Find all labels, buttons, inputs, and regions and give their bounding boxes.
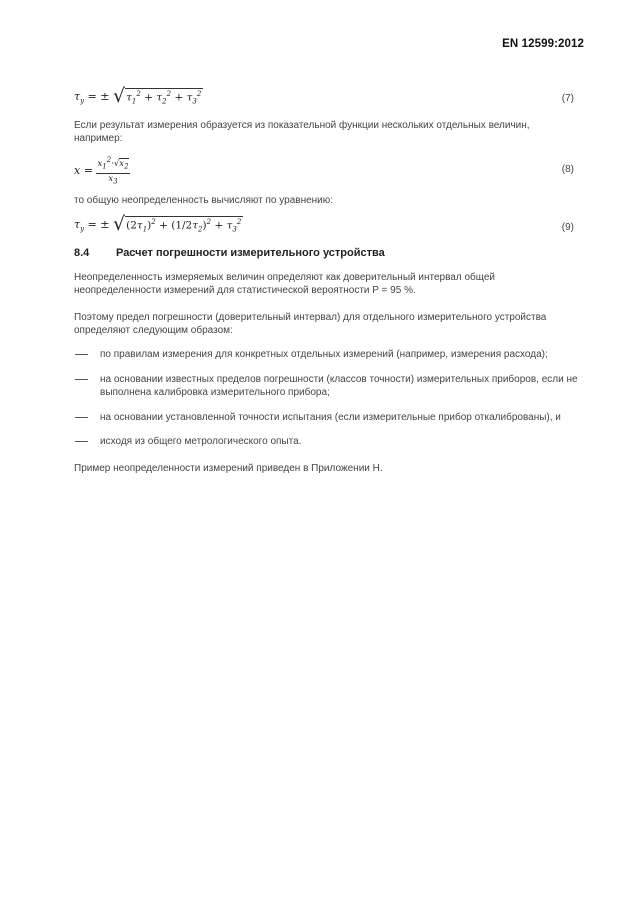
- paragraph-exponential: Если результат измерения образуется из показательной функции нескольких отдельных величин, например:: [74, 120, 530, 144]
- section-title: Расчет погрешности измерительного устройства: [116, 247, 385, 259]
- document-id: EN 12599:2012: [502, 38, 584, 50]
- equation-7-number: (7): [561, 93, 574, 104]
- list-item: исходя из общего метрологического опыта.: [100, 436, 302, 447]
- equation-9: $\tau_y$ = ± √ $(2\tau_1)^2 + (1/2\tau_2)^2 + \tau_3^2$: [74, 213, 242, 235]
- paragraph-example-reference: Пример неопределенности измерений приведен в Приложении H.: [74, 463, 383, 474]
- equation-8: x = $\frac{x_1^2\cdot√x_2}{x_3}$: [74, 156, 129, 186]
- list-dash: [75, 379, 88, 380]
- section-number: 8.4: [74, 247, 90, 259]
- list-item: по правилам измерения для конкретных отдельных измерений (например, измерения расхода);: [100, 349, 548, 360]
- equation-9-number: (9): [561, 222, 574, 233]
- equation-8-number: (8): [561, 164, 574, 175]
- list-item: на основании установленной точности испытания (если измерительные прибор откалиброваны), и: [100, 412, 561, 423]
- paragraph-total-uncertainty: то общую неопределенность вычисляют по уравнению:: [74, 195, 334, 206]
- paragraph-confidence-interval: Неопределенность измеряемых величин определяют как доверительный интервал общей неопределенности измерений для статистической вероятности P = 95 %.: [74, 272, 496, 296]
- list-item: на основании известных пределов погрешности (классов точности) измерительных приборов, если не выполнена калибровка измерительного прибора;: [100, 374, 578, 398]
- paragraph-error-limit: Поэтому предел погрешности (доверительный интервал) для отдельного измерительного устройства определяют следующим образом:: [74, 312, 547, 336]
- equation-7: $\tau_y$ = ± √ $\tau_1^2 + \tau_2^2 + \tau_3^2$: [74, 85, 202, 107]
- list-dash: [75, 441, 88, 442]
- list-dash: [75, 354, 88, 355]
- list-dash: [75, 417, 88, 418]
